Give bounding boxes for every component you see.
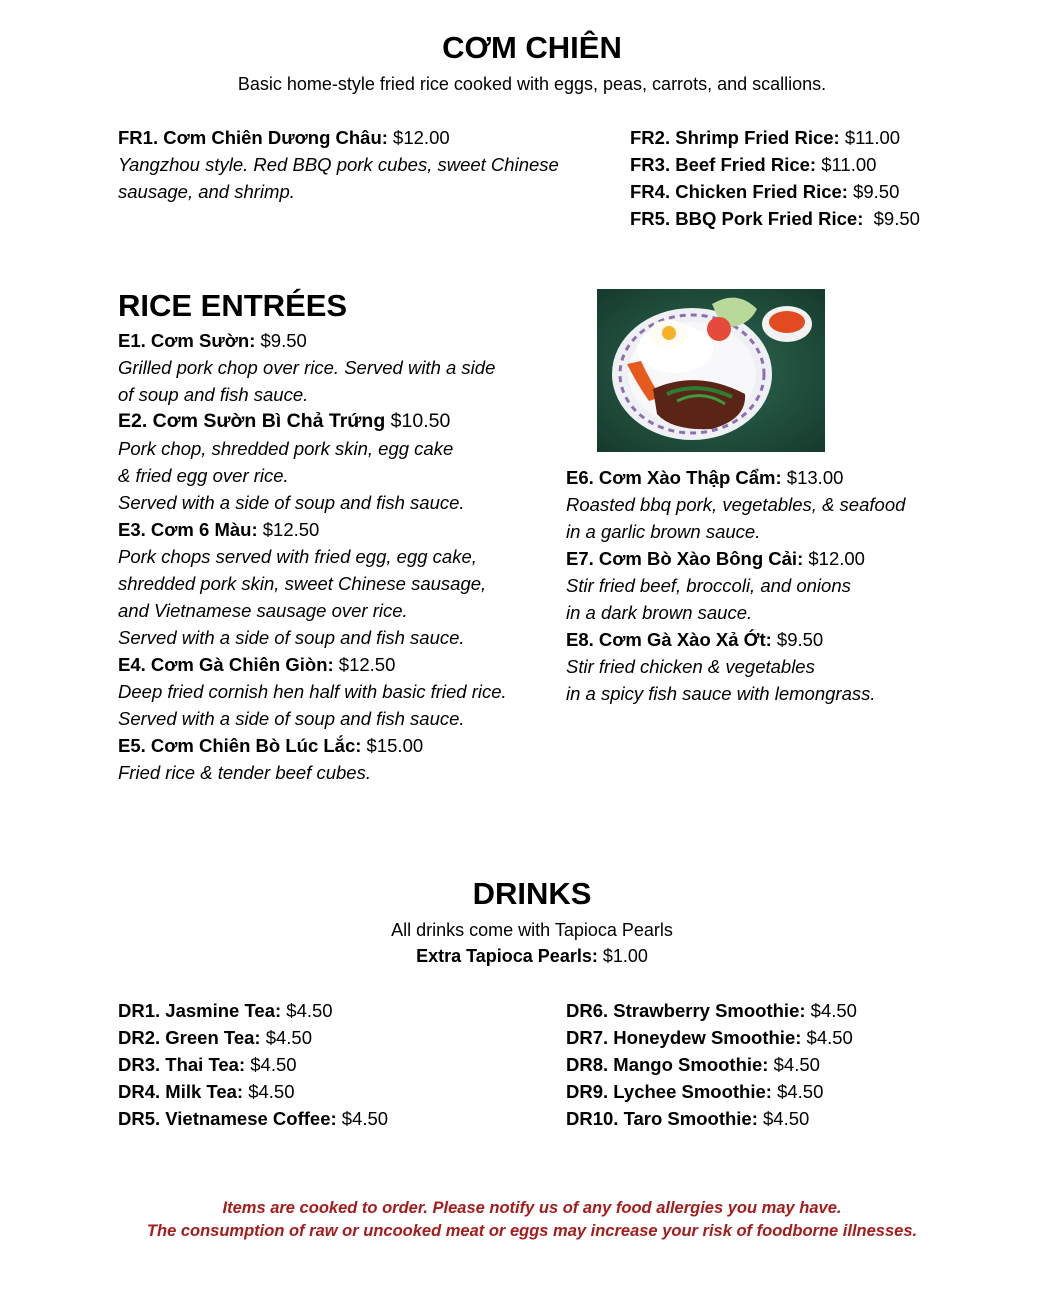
item-desc: and Vietnamese sausage over rice. xyxy=(118,600,408,621)
extra-tapioca xyxy=(0,946,1064,967)
item-desc: of soup and fish sauce. xyxy=(118,384,309,405)
item-name: FR1. Cơm Chiên Dương Châu: xyxy=(118,127,388,148)
item-name: DR7. Honeydew Smoothie: xyxy=(566,1027,802,1048)
item-price: $9.50 xyxy=(255,330,307,351)
item-desc: Pork chop, shredded pork skin, egg cake xyxy=(118,438,454,459)
item-price: $12.00 xyxy=(387,127,450,148)
fried-rice-title: CƠM CHIÊN xyxy=(442,30,622,65)
entrees-right-column xyxy=(566,464,905,707)
item-desc: Served with a side of soup and fish sauce. xyxy=(118,492,465,513)
item-desc: in a spicy fish sauce with lemongrass. xyxy=(566,683,876,704)
item-price: $4.50 xyxy=(245,1054,297,1075)
item-price: $4.50 xyxy=(805,1000,857,1021)
item-price: $4.50 xyxy=(757,1108,810,1129)
item-name: DR9. Lychee Smoothie: xyxy=(566,1081,772,1102)
item-price: $9.50 xyxy=(771,629,824,650)
item-desc: Roasted bbq pork, vegetables, & seafood xyxy=(566,494,906,515)
fried-rice-subtitle: Basic home-style fried rice cooked with eggs, peas, carrots, and scallions. xyxy=(237,74,827,94)
item-name: FR4. Chicken Fried Rice: xyxy=(630,181,848,202)
drinks-right-column xyxy=(566,997,857,1132)
item-name: E6. Cơm Xào Thập Cẩm: xyxy=(566,467,782,488)
item-desc: Served with a side of soup and fish sauce. xyxy=(118,627,465,648)
fried-rice-list xyxy=(630,124,920,232)
item-price: $4.50 xyxy=(771,1081,824,1102)
item-name: FR2. Shrimp Fried Rice: xyxy=(630,127,840,148)
item-desc: Stir fried chicken & vegetables xyxy=(566,656,815,677)
item-desc: Stir fried beef, broccoli, and onions xyxy=(566,575,851,596)
item-price: $13.00 xyxy=(781,467,844,488)
notice-line: Items are cooked to order. Please notify us of any food allergies you may have. xyxy=(222,1199,842,1217)
item-name: FR3. Beef Fried Rice: xyxy=(630,154,817,175)
item-price: $12.00 xyxy=(803,548,865,569)
rice-plate-photo-icon xyxy=(597,289,825,452)
item-price: $4.50 xyxy=(768,1054,820,1075)
item-name: E3. Cơm 6 Màu: xyxy=(118,519,258,540)
item-price: $11.00 xyxy=(816,154,877,175)
item-name: FR5. BBQ Pork Fried Rice: xyxy=(630,208,864,229)
entrees-title: RICE ENTRÉES xyxy=(118,288,348,323)
item-price: $9.50 xyxy=(863,208,920,229)
item-name: E1. Cơm Sườn: xyxy=(118,330,256,351)
item-desc: Grilled pork chop over rice. Served with a side xyxy=(118,357,496,378)
item-desc: shredded pork skin, sweet Chinese sausage, xyxy=(118,573,487,594)
item-desc: in a dark brown sauce. xyxy=(566,602,753,623)
drinks-left-column xyxy=(118,997,388,1132)
item-desc: Deep fried cornish hen half with basic fried rice. xyxy=(118,681,507,702)
item-price: $9.50 xyxy=(847,181,900,202)
item-price: $12.50 xyxy=(333,654,396,675)
item-name: DR4. Milk Tea: xyxy=(118,1081,244,1102)
item-price: $4.50 xyxy=(281,1000,333,1021)
item-desc: Served with a side of soup and fish sauce. xyxy=(118,708,465,729)
item-price: $15.00 xyxy=(361,735,424,756)
item-price: $11.00 xyxy=(839,127,901,148)
entrees-left-column xyxy=(118,327,507,786)
item-name: Extra Tapioca Pearls: xyxy=(416,946,598,966)
item-name: DR3. Thai Tea: xyxy=(118,1054,246,1075)
item-desc: Fried rice & tender beef cubes. xyxy=(118,762,371,783)
drinks-note: All drinks come with Tapioca Pearls xyxy=(391,920,673,940)
fr1-block xyxy=(118,124,559,205)
item-name: DR5. Vietnamese Coffee: xyxy=(118,1108,337,1129)
item-name: E5. Cơm Chiên Bò Lúc Lắc: xyxy=(118,735,362,756)
item-name: DR1. Jasmine Tea: xyxy=(118,1000,282,1021)
item-price: $10.50 xyxy=(385,410,451,432)
item-name: DR8. Mango Smoothie: xyxy=(566,1054,769,1075)
item-name: E2. Cơm Sườn Bì Chả Trứng xyxy=(118,410,386,432)
item-price: $12.50 xyxy=(257,519,320,540)
item-desc: Yangzhou style. Red BBQ pork cubes, sweet Chinese xyxy=(118,154,559,175)
drinks-title: DRINKS xyxy=(472,876,592,911)
item-price: $1.00 xyxy=(597,946,648,966)
item-desc: sausage, and shrimp. xyxy=(118,181,295,202)
item-name: E4. Cơm Gà Chiên Giòn: xyxy=(118,654,334,675)
item-desc: & fried egg over rice. xyxy=(118,465,289,486)
item-price: $4.50 xyxy=(260,1027,312,1048)
item-name: DR2. Green Tea: xyxy=(118,1027,261,1048)
item-desc: Pork chops served with fried egg, egg cake, xyxy=(118,546,477,567)
item-name: E8. Cơm Gà Xào Xả Ớt: xyxy=(566,629,772,650)
item-desc: in a garlic brown sauce. xyxy=(566,521,761,542)
item-price: $4.50 xyxy=(801,1027,853,1048)
item-name: DR6. Strawberry Smoothie: xyxy=(566,1000,806,1021)
notice-line: The consumption of raw or uncooked meat or eggs may increase your risk of foodborne illnesses. xyxy=(146,1222,918,1240)
allergy-notice xyxy=(0,1197,1064,1243)
item-name: E7. Cơm Bò Xào Bông Cải: xyxy=(566,548,804,569)
item-price: $4.50 xyxy=(336,1108,389,1129)
item-price: $4.50 xyxy=(243,1081,295,1102)
item-name: DR10. Taro Smoothie: xyxy=(566,1108,758,1129)
